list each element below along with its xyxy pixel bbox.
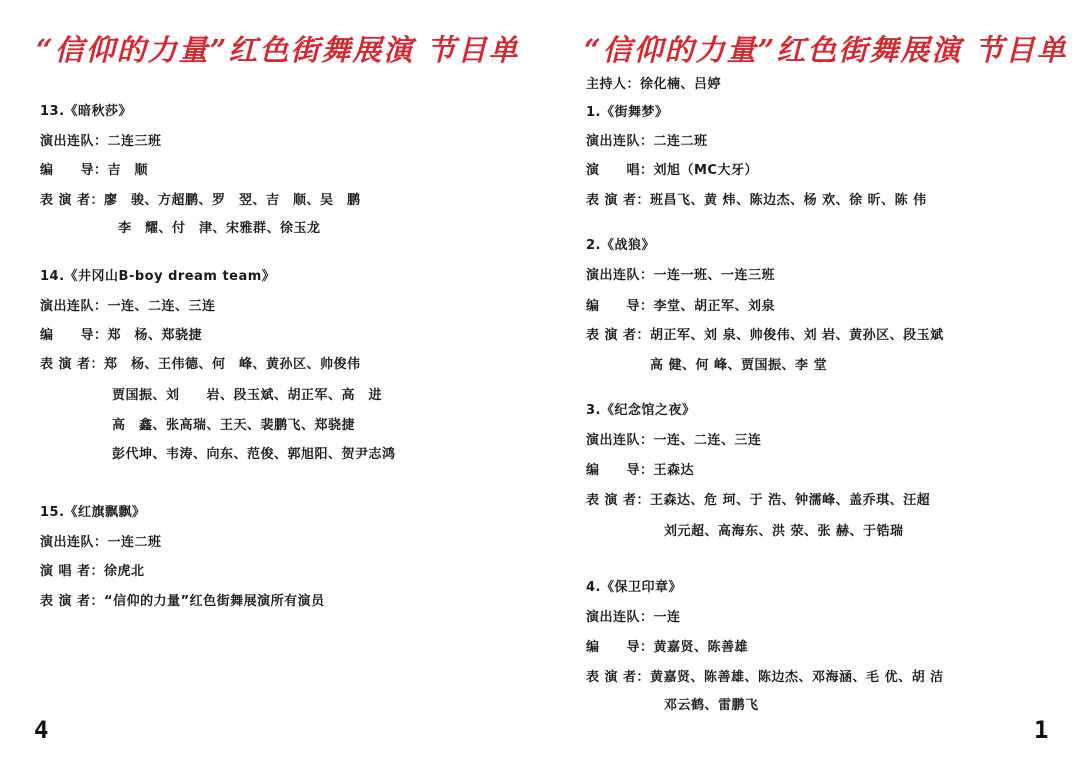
program-heading: 15.《红旗飘飘》 <box>40 505 146 520</box>
performers-line: 表 演 者：“信仰的力量”红色街舞展演所有演员 <box>40 594 325 609</box>
performers-cont-line: 李 耀、付 津、宋雅群、徐玉龙 <box>118 221 321 236</box>
company-line: 演出连队：一连、二连、三连 <box>586 433 762 448</box>
performers-line: 表 演 者：胡正军、刘 泉、帅俊伟、刘 岩、黄孙区、段玉斌 <box>586 328 944 343</box>
performers-line: 表 演 者：班昌飞、黄 炜、陈边杰、杨 欢、徐 昕、陈 伟 <box>586 193 927 208</box>
performers-cont-line: 贾国振、刘 岩、段玉斌、胡正军、高 进 <box>112 388 383 403</box>
performers-cont-line: 邓云鹤、雷鹏飞 <box>664 698 759 713</box>
director-line: 编 导：郑 杨、郑骁捷 <box>40 328 203 343</box>
right-page <box>540 0 1080 763</box>
performers-line: 表 演 者：王森达、危 珂、于 浩、钟濡峰、盖乔琪、汪超 <box>586 493 931 508</box>
performers-line: 表 演 者：廖 骏、方超鹏、罗 翌、吉 顺、吴 鹏 <box>40 193 361 208</box>
company-line: 演出连队：二连二班 <box>586 134 708 149</box>
company-line: 演出连队：一连 <box>586 610 681 625</box>
performers-cont-line: 高 鑫、张高瑞、王天、裴鹏飞、郑骁捷 <box>112 418 356 433</box>
performers-line: 表 演 者：黄嘉贤、陈善雄、陈边杰、邓海涵、毛 优、胡 洁 <box>586 670 944 685</box>
performers-cont-line: 高 健、何 峰、贾国振、李 堂 <box>650 358 828 373</box>
host-line: 主持人：徐化楠、吕婷 <box>586 77 722 92</box>
program-heading: 4.《保卫印章》 <box>586 580 682 595</box>
singer-line: 演 唱 者：徐虎北 <box>40 564 145 579</box>
program-title: “信仰的力量”红色街舞展演 节目单 <box>36 33 520 67</box>
program-heading: 1.《街舞梦》 <box>586 105 669 120</box>
performers-cont-line: 刘元超、高海东、洪 荥、张 赫、于锆瑞 <box>664 524 904 539</box>
director-line: 编 导：吉 顺 <box>40 163 149 178</box>
singer-line: 演 唱：刘旭（MC大牙） <box>586 163 758 178</box>
program-heading: 3.《纪念馆之夜》 <box>586 403 696 418</box>
performers-line: 表 演 者：郑 杨、王伟德、何 峰、黄孙区、帅俊伟 <box>40 357 361 372</box>
director-line: 编 导：王森达 <box>586 463 695 478</box>
company-line: 演出连队：一连二班 <box>40 535 162 550</box>
program-heading: 14.《井冈山B-boy dream team》 <box>40 269 276 284</box>
program-heading: 2.《战狼》 <box>586 238 655 253</box>
director-line: 编 导：黄嘉贤、陈善雄 <box>586 640 749 655</box>
page-number: 4 <box>34 716 49 744</box>
performers-cont-line: 彭代坤、韦涛、向东、范俊、郭旭阳、贺尹志鸿 <box>112 447 396 462</box>
company-line: 演出连队：一连一班、一连三班 <box>586 268 776 283</box>
company-line: 演出连队：二连三班 <box>40 134 162 149</box>
company-line: 演出连队：一连、二连、三连 <box>40 299 216 314</box>
program-heading: 13.《暗秋莎》 <box>40 104 133 119</box>
director-line: 编 导：李堂、胡正军、刘泉 <box>586 299 776 314</box>
page-number: 1 <box>1034 716 1049 744</box>
program-title: “信仰的力量”红色街舞展演 节目单 <box>584 33 1068 67</box>
